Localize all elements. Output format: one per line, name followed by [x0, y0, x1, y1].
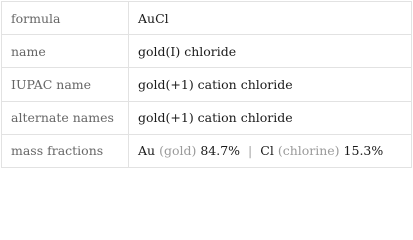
row-value-name: gold(I) chloride [129, 35, 412, 68]
row-label-formula: formula [2, 2, 129, 35]
table-row-formula [2, 2, 412, 35]
mass-fraction-element-cl: (chlorine) [277, 143, 340, 159]
mass-fraction-percent-au: 84.7% [200, 143, 241, 159]
row-label-alternate-names: alternate names [2, 101, 129, 134]
table-row-name [2, 35, 412, 68]
row-label-iupac-name: IUPAC name [2, 68, 129, 101]
row-value-alternate-names: gold(+1) cation chloride [129, 101, 412, 134]
mass-fraction-symbol-cl: Cl [260, 143, 274, 159]
mass-fraction-percent-cl: 15.3% [343, 143, 384, 159]
table-row-alternate-names [2, 101, 412, 134]
row-value-mass-fractions [129, 134, 412, 167]
row-value-formula: AuCl [129, 2, 412, 35]
mass-fraction-element-au: (gold) [159, 143, 197, 159]
table-row-iupac-name [2, 68, 412, 101]
mass-fraction-symbol-au: Au [138, 143, 156, 159]
properties-table [1, 1, 412, 168]
row-label-mass-fractions: mass fractions [2, 134, 129, 167]
mass-fraction-separator: | [248, 143, 253, 159]
row-label-name: name [2, 35, 129, 68]
table-row-mass-fractions [2, 134, 412, 167]
row-value-iupac-name: gold(+1) cation chloride [129, 68, 412, 101]
